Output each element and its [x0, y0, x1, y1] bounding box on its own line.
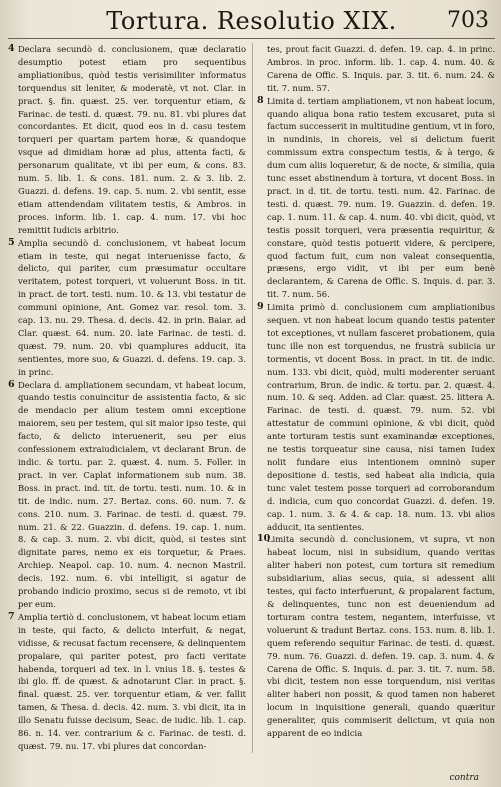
left-column: [8, 43, 246, 753]
catchword: contra: [449, 773, 479, 783]
paragraph: [8, 43, 246, 237]
running-title: Tortura. Resolutio XIX.: [106, 7, 397, 35]
paragraph: [8, 379, 246, 611]
paragraph: [257, 533, 495, 740]
right-column: [252, 43, 495, 753]
page-number: 703: [447, 8, 489, 33]
paragraph-number: 10: [257, 533, 271, 545]
paragraph-number: 7: [8, 610, 15, 622]
text-columns: [8, 43, 495, 753]
paragraph-text: Amplia secundò d. conclusionem, vt habeat locum etiam in teste, qui negat interuenisse facto, & delicto, qui pariter, cum præsumatur occultare veritatem, potest torqueri, vt voluerunt Boss. in tit. in pract. de tort. testi. num. 10. & 13. vbi testatur de communi opinione, Ant. Gomez var. resol. tom. 3. cap. 13. nu. 29. Thesa. d. decis. 42. in prin. Baiar. ad Clar. quæst. 64. num. 20. late Farinac. de testi. d. quæst. 79. num. 20. vbi quamplures adducit, ita sentientes, more suo, & Guazzi. d. defens. 19. cap. 3. in princ.: [18, 237, 246, 377]
paragraph-number: 8: [257, 94, 264, 106]
paragraph: [257, 95, 495, 302]
paragraph-text: tes, prout facit Guazzi. d. defen. 19. cap. 4. in princ. Ambros. in proc. inform. lib. 1. cap. 4. num. 40. & Carena de Offic. S. Inquis. par. 3. tit. 6. num. 24. & tit. 7. num. 57.: [267, 44, 495, 93]
paragraph: [8, 611, 246, 753]
paragraph: [8, 237, 246, 379]
paragraph-text: Limita d. tertiam ampliationem, vt non habeat locum, quando aliqua bona ratio testem excusaret, puta si factum successerit in multitudine gentium, vt in foro, in nundinis, in choreis, vel si delictum fuerit commissum extra conspectum testis, & à tergo, & dum cum aliis loqueretur, & de nocte, & similia, quia tunc esset abstinendum à tortura, vt docent Boss. in pract. in d. tit. de tortu. testi. num. 42. Farinac. de testi. d. quæst. 79. num. 19. Guazzin. d. defen. 19. cap. 1. num. 11. & cap. 4. num. 40. vbi dicit, quòd, vt testis possit torqueri, vera præsentia requiritur, & constare, quòd testis potuerit videre, & percipere, quod factum fuit, cum non valeat consequentia, præsens, ergo vidit, vt ibi per eum benè declarantem, & Carena de Offic. S. Inquis. d. par. 3. tit. 7. num. 56.: [267, 95, 495, 300]
paragraph-text: Declara secundò d. conclusionem, quæ declaratio desumptio potest etiam pro sequentibus ampliationibus, quòd testis verisimiliter informatus torquendus sit leniter, & moderatè, vt not. Clar. in pract. §. fin. quæst. 25. ver. torquentur etiam, & Farinac. de testi. d. quæst. 79. nu. 81. vbi plures dat concordantes. Et dicit, quod eos in d. casu testem torqueri per quartam partem horæ, & quandoque vsque ad dimidiam horæ ad plus, attenta facti, & personarum qualitate, vt ibi per eum, & cons. 83. num. 5. lib. 1. & cons. 181. num. 2. & 3. lib. 2. Guazzi. d. defens. 19. cap. 5. num. 2. vbi sentit, esse etiam attendendam vilitatem testis, & Ambros. in proces. inform. lib. 1. cap. 4. num. 17. vbi hoc remittit Iudicis arbitrio.: [18, 44, 246, 235]
paragraph-number: 5: [8, 236, 15, 248]
paragraph-number: 9: [257, 301, 264, 313]
paragraph-text: Declara d. ampliationem secundam, vt habeat locum, quando testis conuincitur de assistentia facto, & sic de mendacio per alium testem omni exceptione maiorem, seu per testem, qui sit maior ipso teste, qui facto, & delicto interuenerit, seu per eius confessionem extraiudicialem, vt declarant Brun. de indic. & tortu. par. 2. quæst. 4. num. 5. Foller. in pract. in ver. Caplat informationem sub num. 38. Boss. in pract. ind. tit. de tortu. testi. num. 10. & in tit. de indic. num. 27. Bertaz. cons. 60. num. 7. & cons. 210. num. 3. Farinac. de testi. d. quæst. 79. num. 21. & 22. Guazzin. d. defens. 19. cap. 1. num. 8. & cap. 3. num. 2. vbi dicit, quòd, si testes sint dignitate pares, nemo ex eis torquetur, & Praes. Archiep. Neapol. cap. 10. num. 4. necnon Mastril. decis. 192. num. 6. vbi intelligit, si agatur de probando indicio proximo, secus si de remoto, vt ibi per eum.: [18, 379, 246, 609]
paragraph-number: 4: [8, 43, 15, 54]
paragraph-number: 6: [8, 378, 15, 390]
running-head: [8, 4, 495, 39]
paragraph: [257, 301, 495, 533]
paragraph: [257, 43, 495, 95]
paragraph-text: Limita secundò d. conclusionem, vt supra, vt non habeat locum, nisi in subsidium, quando veritas aliter haberi non potest, cum tortura sit remedium subsidiarium, alias secus, quia, si adessent alii testes, qui facto interfuerunt, & propalarent factum, & delinquentes, tunc non est deueniendum ad torturam contra testem, negantem, interfuisse, vt voluerunt & tradunt Bertaz. cons. 153. num. 8. lib. 1. quem referendo sequitur Farinac. de testi. d. quæst. 79. num. 76. Guazzi. d. defen. 19. cap. 3. num. 4. & Carena de Offic. S. Inquis. d. par. 3. tit. 7. num. 58. vbi dicit, testem non esse torquendum, nisi veritas aliter haberi non possit, & quod tamen non haberet locum in inquisitione generali, quando quæritur generaliter, quis commiserit delictum, vt quia non apparent de eo indicia: [267, 534, 495, 739]
paragraph-text: Amplia tertiò d. conclusionem, vt habeat locum etiam in teste, qui facto, & delicto interfuit, & negat, vidisse, & recusat factum recensere, & delinquentem propalare, qui pariter potest, pro facti veritate habenda, torqueri ad tex. in l. vnius 18. §. testes & ibi glo. ff. de quæst. & adnotarunt Clar. in pract. §. final. quæst. 25. ver. torquentur etiam, & ver. fallit tamen, & Thesa. d. decis. 42. num. 3. vbi dicit, ita in illo Senatu fuisse decisum, Seac. de iudic. lib. 1. cap. 86. n. 14. ver. contrarium & c. Farinac. de testi. d. quæst. 79. nu. 17. vbi plures dat concordan-: [18, 611, 246, 751]
paragraph-text: Limita primò d. conclusionem cum ampliationibus sequen. vt non habeat locum quando testis patenter tot exceptiones, vt nullam fasceret probationem, quia tunc ille non est torquendus, ne frustrà subiicia ur tormentis, vt docent Boss. in pract. in tit. de indic. num. 133. vbi dicit, quòd, multi moderenter seruant contrarium, Brun. de indic. & tortu. par. 2. quæst. 4. num. 10. & seq. Adden. ad Clar. quæst. 25. littera A. Farinac. de testi. d. quæst. 79. num. 52. vbi attestatur de communi opinione, & vbi dicit, quòd ante torturam testis sunt examinandæ exceptiones, ne testis torqueatur sine causa, nisi tamen Iudex nolit fundare eius intentionem omninò super depositione d. testis, sed habeat alia indicia, quia tunc valet testem posse torqueri ad corroborandum d. indicia, cum quo concordat Guazzi. d. defen. 19. cap. 1. num. 3. & 4. & cap. 18. num. 13. vbi alios adducit, ita sentientes.: [267, 302, 495, 532]
